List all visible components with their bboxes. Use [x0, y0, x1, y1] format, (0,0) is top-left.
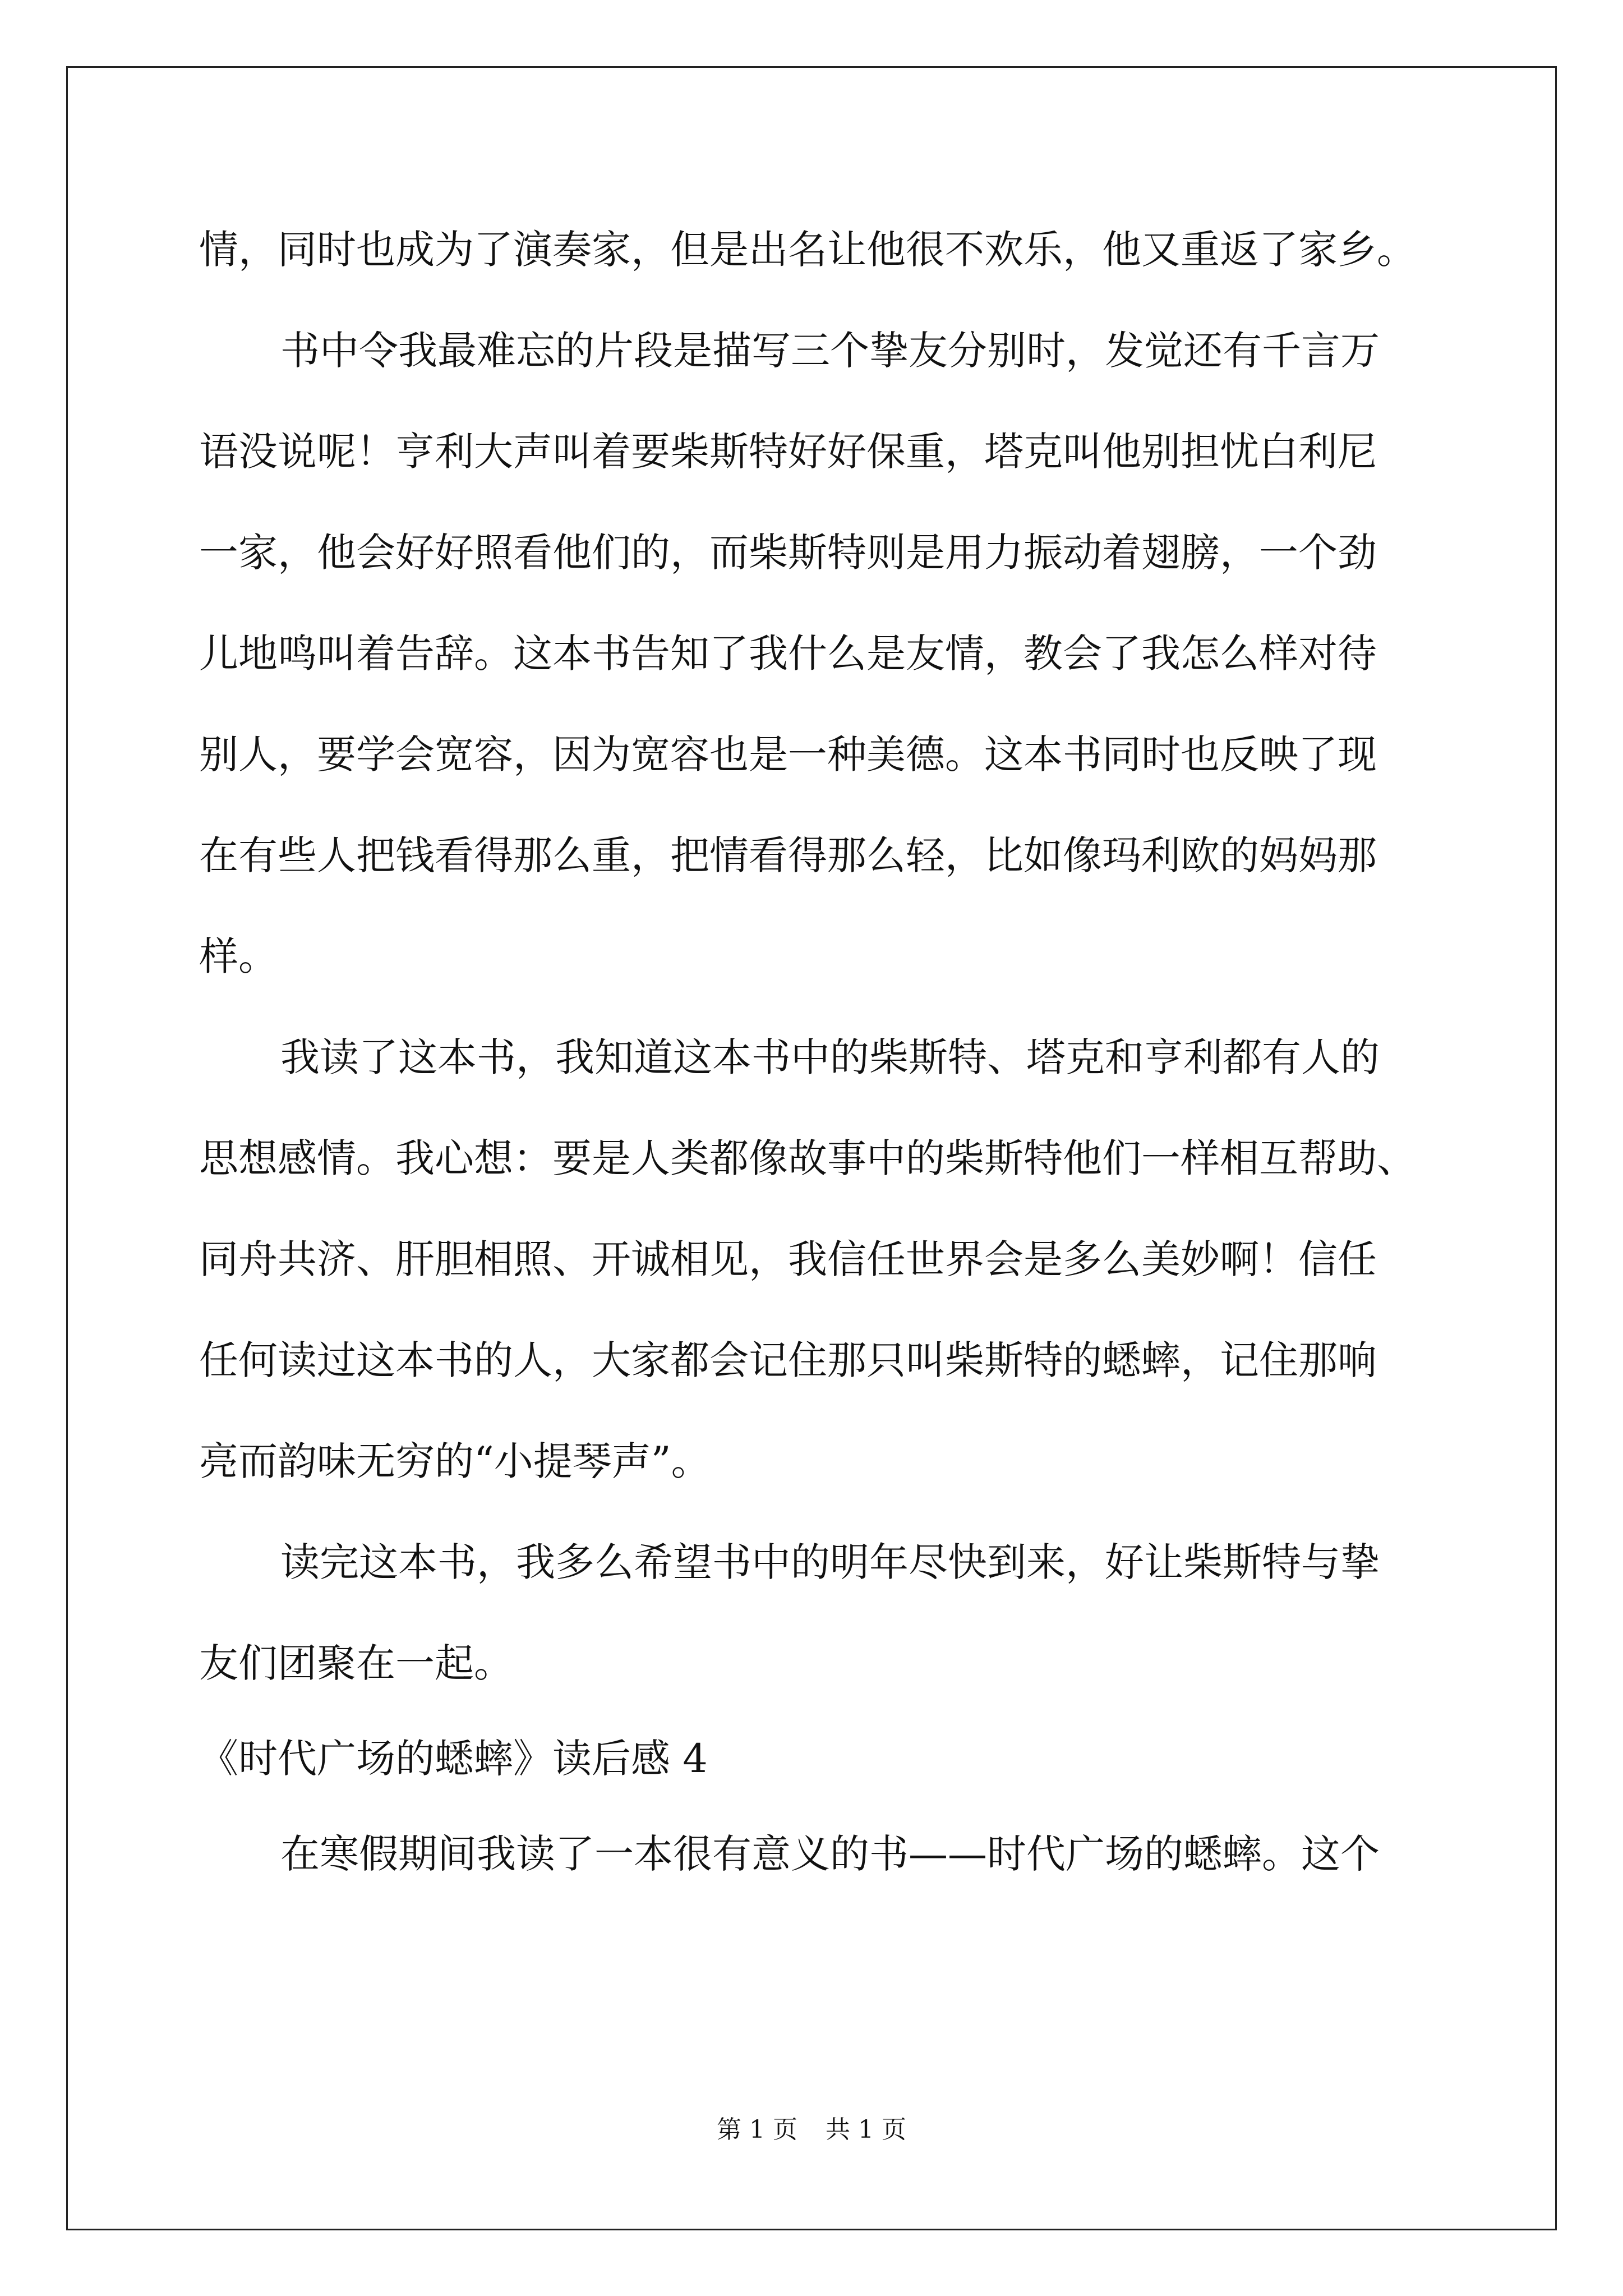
- text-line-8: 样。: [199, 933, 278, 979]
- page-number: 第 1 页: [717, 2115, 797, 2144]
- page-total: 共 1 页: [826, 2115, 906, 2144]
- page-footer: [0, 2113, 1623, 2147]
- text-line-12: 任何读过这本书的人，大家都会记住那只叫柴斯特的蟋蟀，记住那响: [199, 1337, 1377, 1383]
- text-line-1: 情，同时也成为了演奏家，但是出名让他很不欢乐，他又重返了家乡。: [199, 227, 1416, 273]
- text-line-11: 同舟共济、肝胆相照、开诚相见，我信任世界会是多么美妙啊！信任: [199, 1236, 1377, 1282]
- section-heading: 《时代广场的蟋蟀》读后感 4: [199, 1736, 708, 1782]
- text-line-9: 我读了这本书，我知道这本书中的柴斯特、塔克和亨利都有人的: [280, 1034, 1380, 1080]
- text-line-5: 儿地鸣叫着告辞。这本书告知了我什么是友情，教会了我怎么样对待: [199, 631, 1377, 677]
- text-line-4: 一家，他会好好照看他们的，而柴斯特则是用力振动着翅膀，一个劲: [199, 530, 1377, 576]
- text-line-14: 读完这本书，我多么希望书中的明年尽快到来，好让柴斯特与挚: [280, 1539, 1380, 1585]
- text-line-7: 在有些人把钱看得那么重，把情看得那么轻，比如像玛利欧的妈妈那: [199, 832, 1377, 878]
- text-line-6: 别人，要学会宽容，因为宽容也是一种美德。这本书同时也反映了现: [199, 731, 1377, 777]
- text-line-16: 在寒假期间我读了一本很有意义的书——时代广场的蟋蟀。这个: [280, 1831, 1380, 1877]
- text-line-10: 思想感情。我心想：要是人类都像故事中的柴斯特他们一样相互帮助、: [199, 1135, 1416, 1181]
- text-line-13: 亮而韵味无穷的“小提琴声”。: [199, 1438, 711, 1484]
- text-line-2: 书中令我最难忘的片段是描写三个挚友分别时，发觉还有千言万: [280, 328, 1380, 374]
- text-line-15: 友们团聚在一起。: [199, 1640, 513, 1686]
- text-line-3: 语没说呢！亨利大声叫着要柴斯特好好保重，塔克叫他别担忧白利尼: [199, 429, 1377, 475]
